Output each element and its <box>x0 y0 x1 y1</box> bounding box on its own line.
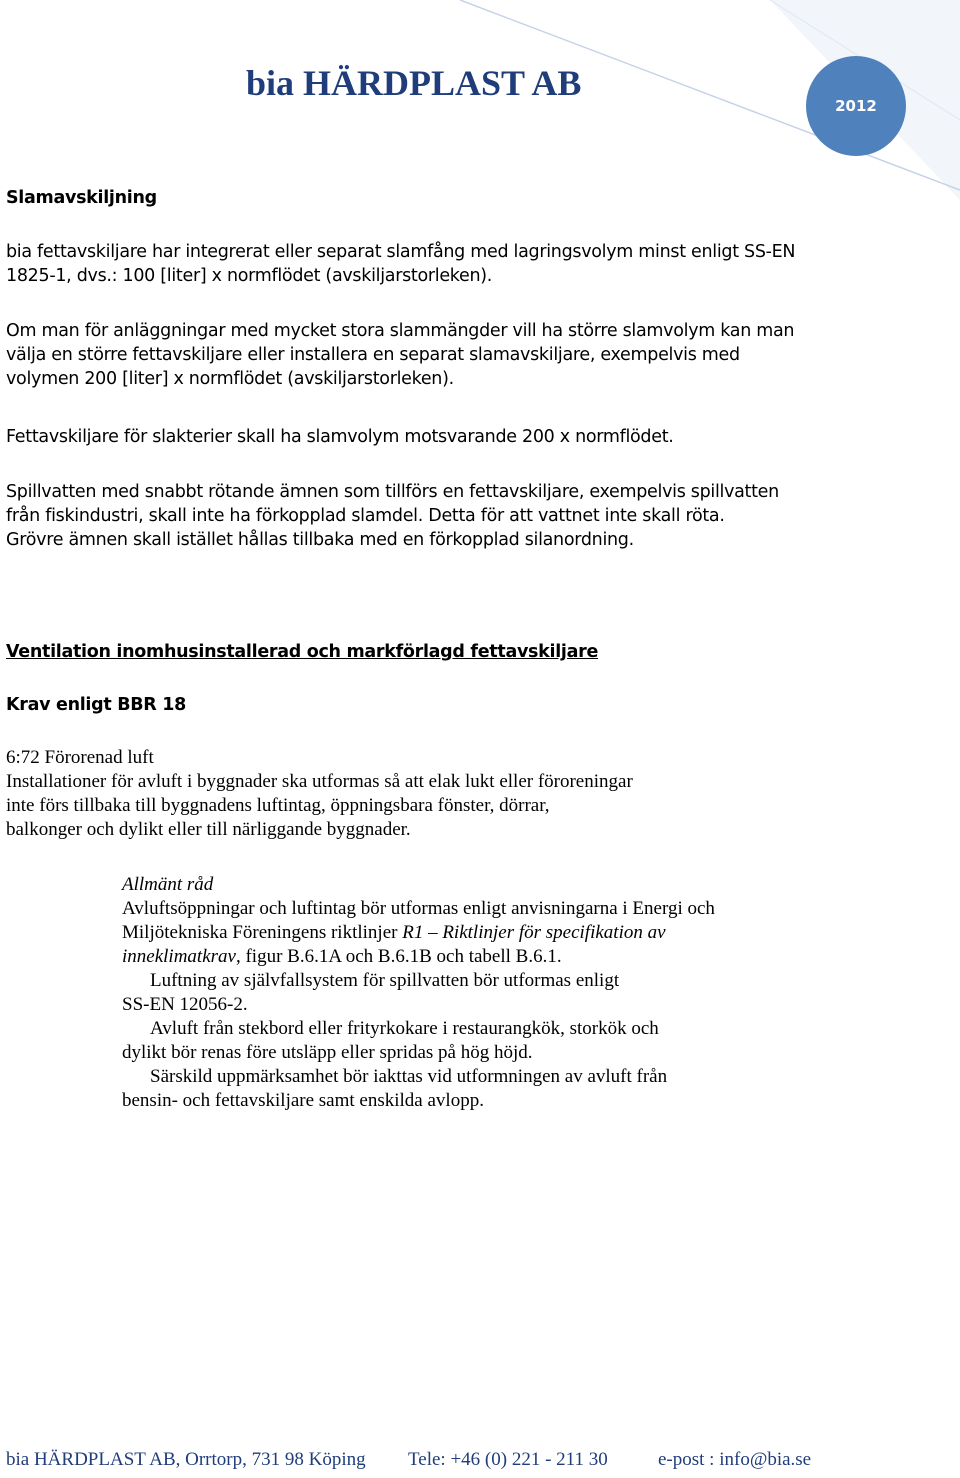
text-line: dylikt bör renas före utsläpp eller spridas på hög höjd. <box>122 1042 533 1063</box>
text-line: balkonger och dylikt eller till närliggande byggnader. <box>6 819 411 840</box>
paragraph-1 <box>6 240 795 288</box>
text-line: Spillvatten med snabbt rötande ämnen som tillförs en fettavskiljare, exempelvis spillvatten <box>6 482 779 502</box>
text-line: Installationer för avluft i byggnader ska utformas så att elak lukt eller föroreningar <box>6 771 633 792</box>
section-heading-slamavskiljning: Slamavskiljning <box>6 188 157 208</box>
year-badge: 2012 <box>806 56 906 156</box>
text-line: Avluft från stekbord eller frityrkokare i restaurangkök, storkök och <box>150 1018 659 1039</box>
text-line: SS-EN 12056-2. <box>122 994 248 1015</box>
text-span: Miljötekniska Föreningens riktlinjer <box>122 922 403 943</box>
footer-address: bia HÄRDPLAST AB, Orrtorp, 731 98 Köping <box>6 1449 366 1470</box>
text-line: Avluftsöppningar och luftintag bör utformas enligt anvisningarna i Energi och <box>122 898 715 919</box>
text-line: Särskild uppmärksamhet bör iakttas vid utformningen av avluft från <box>150 1066 668 1087</box>
text-line: volymen 200 [liter] x normflödet (avskiljarstorleken). <box>6 369 454 389</box>
section-heading-ventilation: Ventilation inomhusinstallerad och markförlagd fettavskiljare <box>6 642 599 662</box>
paragraph-4 <box>6 480 779 552</box>
text-line: bia fettavskiljare har integrerat eller separat slamfång med lagringsvolym minst enligt SS-EN <box>6 242 796 262</box>
text-line: från fiskindustri, skall inte ha förkopplad slamdel. Detta för att vattnet inte skall röta. <box>6 506 725 526</box>
text-line: Grövre ämnen skall istället hållas tillbaka med en förkopplad silanordning. <box>6 530 634 550</box>
guideline-reference: R1 – Riktlinjer för specifikation av <box>402 922 666 943</box>
footer-phone: Tele: +46 (0) 221 - 211 30 <box>408 1449 608 1470</box>
advice-title: Allmänt råd <box>122 874 214 895</box>
text-span: , figur B.6.1A och B.6.1B och tabell B.6.1. <box>235 946 562 967</box>
text-line: 1825-1, dvs.: 100 [liter] x normflödet (avskiljarstorleken). <box>6 266 493 286</box>
general-advice <box>122 873 715 1113</box>
text-line: bensin- och fettavskiljare samt enskilda avlopp. <box>122 1090 484 1111</box>
footer-email: e-post : info@bia.se <box>658 1449 812 1470</box>
text-line <box>122 921 715 945</box>
text-line: inte förs tillbaka till byggnadens luftintag, öppningsbara fönster, dörrar, <box>6 795 550 816</box>
text-line: Om man för anläggningar med mycket stora slammängder vill ha större slamvolym kan man <box>6 321 795 341</box>
page-footer <box>6 1448 811 1472</box>
paragraph-2 <box>6 319 794 391</box>
guideline-reference-cont: inneklimatkrav <box>122 946 236 967</box>
rule-block <box>6 746 633 842</box>
text-line <box>122 945 715 969</box>
text-line: Luftning av självfallsystem för spillvatten bör utformas enligt <box>150 970 620 991</box>
rule-title: 6:72 Förorenad luft <box>6 747 154 768</box>
subheading-bbr: Krav enligt BBR 18 <box>6 695 187 715</box>
company-title: bia HÄRDPLAST AB <box>246 63 582 103</box>
paragraph-3: Fettavskiljare för slakterier skall ha slamvolym motsvarande 200 x normflödet. <box>6 427 674 447</box>
text-line: välja en större fettavskiljare eller installera en separat slamavskiljare, exempelvis med <box>6 345 740 365</box>
